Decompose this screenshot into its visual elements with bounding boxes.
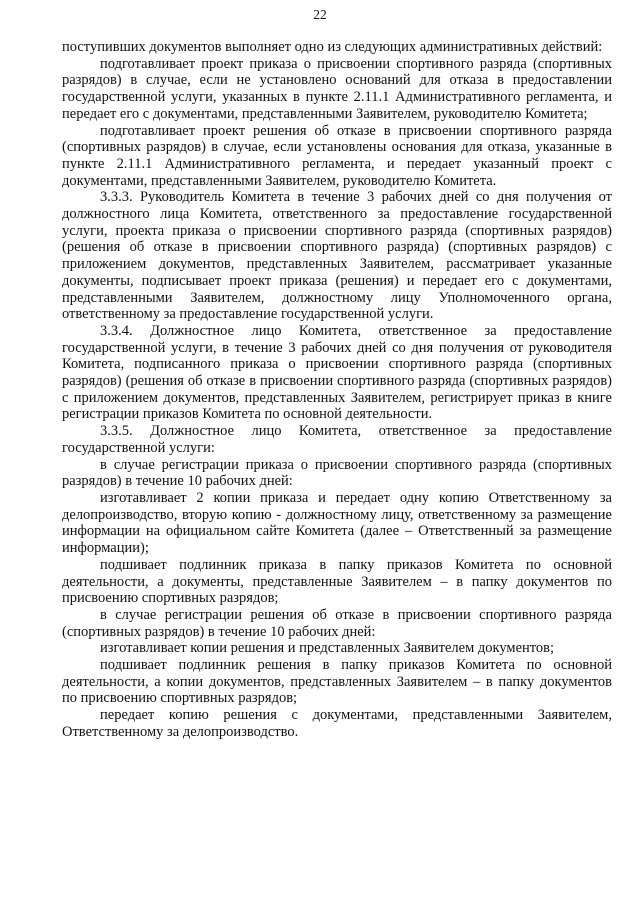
paragraph: передает копию решения с документами, представленными Заявителем, Ответственному за делопроизводство. bbox=[62, 707, 612, 740]
paragraph: изготавливает копии решения и представленных Заявителем документов; bbox=[100, 640, 555, 657]
body-text bbox=[62, 39, 612, 741]
paragraph: изготавливает 2 копии приказа и передает одну копию Ответственному за делопроизводство, вторую копию - должностному лицу, ответственному за размещение информации на официальном сайте Комитета (далее – Ответственный за размещение информации); bbox=[62, 489, 612, 557]
paragraph: 3.3.4. Должностное лицо Комитета, ответственное за предоставление государственной услуги, в течение 3 рабочих дней со дня получения от руководителя Комитета, подписанного приказа о присвоении спортивного разряда (спортивных разрядов) (решения об отказе в присвоении спортивного разряда (спортивных разрядов) с приложением документов, представленных Заявителем, регистрирует приказ в книге регистрации приказов Комитета по основной деятельности. bbox=[62, 322, 612, 423]
paragraph: подготавливает проект приказа о присвоении спортивного разряда (спортивных разрядов) в случае, если не установлено оснований для отказа в предоставлении государственной услуги, указанных в пункте 2.11.1 Административного регламента, и передает его с документами, представленными Заявителем, руководителю Комитета; bbox=[62, 55, 612, 122]
paragraph: 3.3.5. Должностное лицо Комитета, ответственное за предоставление государственной услуги: bbox=[62, 423, 612, 456]
paragraph: 3.3.3. Руководитель Комитета в течение 3 рабочих дней со дня получения от должностного лица Комитета, ответственного за предоставление государственной услуги, проекта приказа о присвоении спортивного разряда (спортивных разрядов) (решения об отказе в присвоении спортивного разряда) (спортивных разрядов) с приложением документов, представленных Заявителем, рассматривает указанные документы, подписывает проект приказа (решения) и передает его с документами, представленными Заявителем, должностному лицу Уполномоченного органа, ответственному за предоставление государственной услуги. bbox=[62, 189, 612, 323]
paragraph: подшивает подлинник приказа в папку приказов Комитета по основной деятельности, а документы, представленные Заявителем – в папку документов по присвоению спортивных разрядов; bbox=[62, 556, 612, 607]
paragraph: в случае регистрации приказа о присвоении спортивного разряда (спортивных разрядов) в течение 10 рабочих дней: bbox=[62, 456, 612, 490]
paragraph: в случае регистрации решения об отказе в присвоении спортивного разряда (спортивных разрядов) в течение 10 рабочих дней: bbox=[62, 606, 612, 640]
paragraph: подготавливает проект решения об отказе в присвоении спортивного разряда (спортивных разрядов) в случае, если установлены основания для отказа, указанные в пункте 2.11.1 Административного регламента, и передает указанный проект с документами, представленными Заявителем, руководителю Комитета. bbox=[62, 122, 612, 189]
paragraph: поступивших документов выполняет одно из следующих административных действий: bbox=[62, 39, 603, 55]
paragraph: подшивает подлинник решения в папку приказов Комитета по основной деятельности, а копии документов, представленных Заявителем – в папку документов по присвоению спортивных разрядов; bbox=[62, 657, 612, 707]
page-number: 22 bbox=[313, 7, 327, 22]
